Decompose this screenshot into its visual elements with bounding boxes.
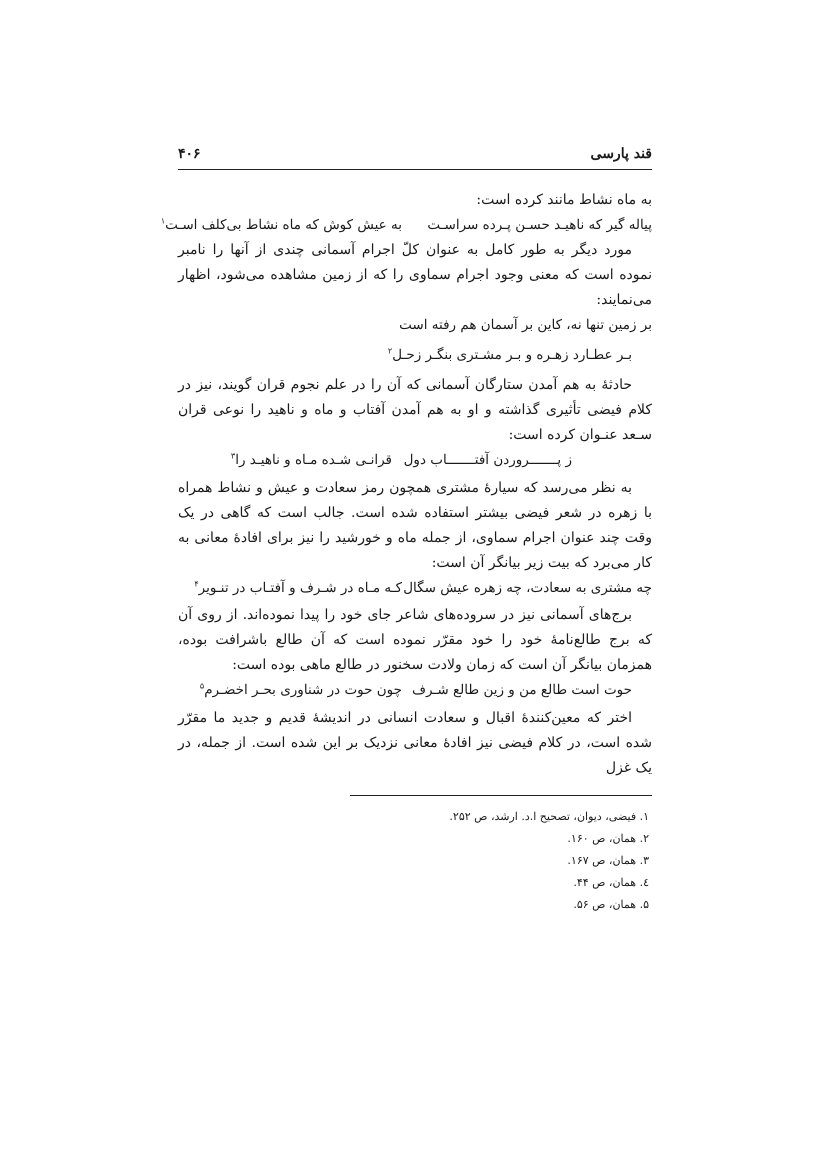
paragraph-2: مورد دیگر به طور کامل به عنوان کلّ اجرام آسمانی چندی از آنها را نامبر نموده است که معنی وجود اجرام سماوی را که از زمین مشاهده می‌شود، اظهار می‌نمایند:	[178, 242, 652, 308]
verse-2	[178, 313, 652, 343]
running-title: قند پارسی	[590, 146, 652, 162]
verse-2b	[178, 343, 652, 373]
page-number: ۴۰۶	[178, 146, 201, 162]
paragraph-4: به نظر می‌رسد که سیارهٔ مشتری همچون رمز سعادت و عیش و نشاط همراه با زهره در شعر فیضی بیشتر استفاده شده است. جالب است که گاهی در یک وقت چند عنوان اجرام سماوی، از جمله ماه و خورشید را نیز برای افادهٔ معانی به کار می‌برد که بیت زیر بیانگر آن است:	[178, 480, 652, 571]
verse-2-hemistich-2: بـر عطـارد زهـره و بـر مشـتری بنگـر زحـل$^۲$	[387, 346, 632, 363]
footnote-ref-5: ۵	[199, 681, 205, 691]
verse-3-hemistich-2: قرانـی شـده مـاه و ناهیـد را$^۳$	[230, 451, 392, 468]
running-header	[178, 146, 652, 168]
verse-5-hemistich-2: چون حوت در شناوری بحـر اخضـرم$^۵$	[199, 681, 402, 698]
verse-2-hemistich-1: بر زمین تنها نه، کاین بر آسمان هم رفته است	[399, 317, 652, 333]
header-rule	[178, 169, 652, 170]
paragraph-5: برج‌های آسمانی نیز در سروده‌های شاعر جای خود را پیدا نموده‌اند. از روی آن که برج طالع‌نامهٔ خود را خود مقرّر نموده است که آن طالع باشرافت بوده، همزمان بیانگر آن است که زمان ولادت سخنور در طالع ماهی بوده است:	[178, 607, 652, 673]
verse-1-hemistich-2: به عیش کوش که ماه نشاط بی‌کلف اسـت$^۱$	[160, 216, 402, 233]
footnote-ref-2: ۲	[387, 346, 393, 356]
footnote-5: ۵. همان، ص ۵۶.	[573, 898, 649, 911]
footnote-ref-4: ۴	[194, 579, 199, 589]
verse-3-hemistich-1: ز پـــــــروردن آفتـــــــاب دول	[403, 452, 572, 468]
verse-4-hemistich-1: چه مشتری به سعادت، چه زهره عیش سگال	[403, 580, 652, 596]
footnote-ref-1: ۱	[160, 216, 166, 226]
footnote-1: ۱. فیضی، دیوان، تصحیح ا.د. ارشد، ص ۲۵۲.	[449, 810, 649, 823]
verse-1-hemistich-1: پیاله گیر که ناهیـد حسـن پـرده سراسـت	[427, 217, 652, 233]
verse-3	[178, 448, 652, 476]
footnote-3: ۳. همان، ص ۱۶۷.	[567, 854, 649, 867]
verse-4-hemistich-2: کـه مـاه در شـرف و آفتـاب در تنـویر$^۴$	[194, 579, 402, 596]
footnote-4: ٤. همان، ص ۴۴.	[573, 876, 649, 889]
paragraph-3: حادثهٔ به هم آمدن ستارگان آسمانی که آن را در علم نجوم قران گویند، نیز در کلام فیضی تأثیری گذاشته و او به هم آمدن آفتاب و ماه و ناهید را نوعی قران سـعد عنـوان کرده است:	[178, 377, 652, 443]
verse-4	[178, 576, 652, 603]
verse-5-hemistich-1: حوت است طالع من و زین طالع شـرف	[412, 682, 632, 698]
verse-1	[160, 213, 652, 238]
footnotes	[349, 806, 649, 916]
verse-5	[178, 678, 652, 706]
paragraph-1: به ماه نشاط مانند کرده است:	[476, 192, 652, 208]
footnote-rule	[350, 795, 652, 796]
main-text	[160, 188, 652, 781]
footnote-2: ۲. همان، ص ۱۶۰.	[567, 832, 649, 845]
paragraph-6: اختر که معین‌کنندهٔ اقبال و سعادت انسانی در اندیشهٔ قدیم و جدید ما مقرّر شده است، در کلام فیضی نیز افادهٔ معانی نزدیک بر این شده است. از جمله، در یک غزل	[178, 710, 652, 776]
footnote-ref-3: ۳	[230, 451, 236, 461]
